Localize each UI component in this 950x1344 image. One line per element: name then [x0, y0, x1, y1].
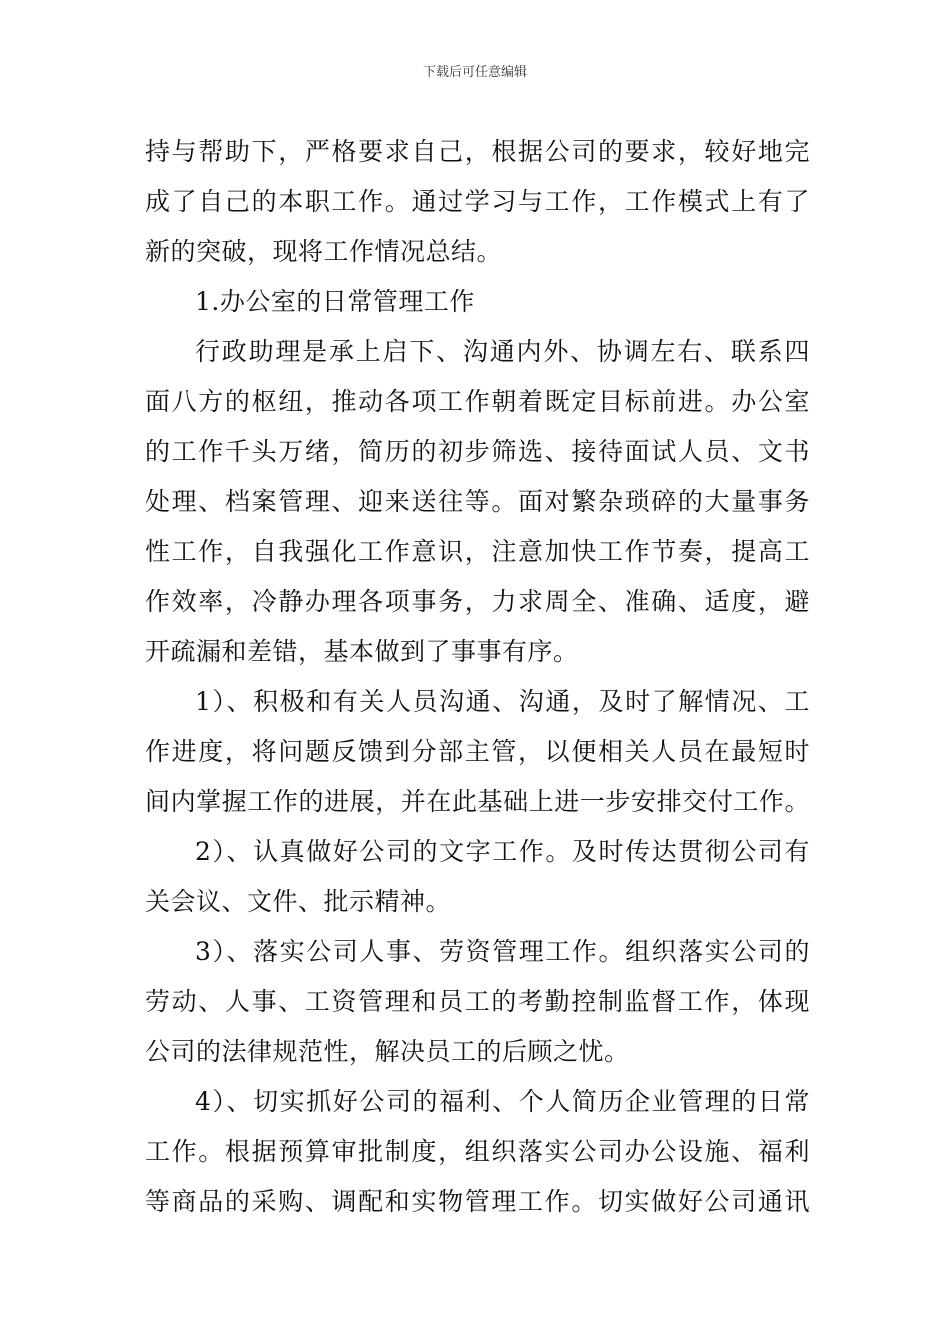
text-line: 面八方的枢纽，推动各项工作朝着既定目标前进。办公室: [145, 387, 810, 416]
page-header: 下载后可任意编辑: [422, 65, 527, 80]
text-line: 持与帮助下，严格要求自己，根据公司的要求，较好地完: [145, 137, 810, 166]
text-line: 性工作，自我强化工作意识，注意加快工作节奏，提高工: [145, 537, 810, 566]
text-line: 劳动、人事、工资管理和员工的考勤控制监督工作，体现: [145, 987, 810, 1016]
text-line: 成了自己的本职工作。通过学习与工作，工作模式上有了: [145, 187, 810, 216]
text-line: 3）、落实公司人事、劳资管理工作。组织落实公司的: [195, 937, 810, 966]
list-item: [145, 927, 810, 1077]
text-line: 的工作千头万绪，简历的初步筛选、接待面试人员、文书: [145, 437, 810, 466]
list-item: [145, 827, 810, 927]
text-line: 作进度，将问题反馈到分部主管，以便相关人员在最短时: [145, 737, 810, 766]
text-line: 2）、认真做好公司的文字工作。及时传达贯彻公司有: [195, 837, 810, 866]
document-body: [145, 127, 810, 1227]
text-line: 公司的法律规范性，解决员工的后顾之忧。: [145, 1037, 630, 1066]
text-line: 处理、档案管理、迎来送往等。面对繁杂琐碎的大量事务: [145, 487, 810, 516]
text-line: 关会议、文件、批示精神。: [145, 887, 452, 916]
section-heading: [145, 277, 810, 327]
text-line: 间内掌握工作的进展，并在此基础上进一步安排交付工作。: [145, 787, 810, 816]
list-item: [145, 1077, 810, 1227]
text-line: 作效率，冷静办理各项事务，力求周全、准确、适度，避: [145, 587, 810, 616]
text-line: 4）、切实抓好公司的福利、个人简历企业管理的日常: [195, 1087, 810, 1116]
text-line: 1.办公室的日常管理工作: [195, 287, 475, 316]
text-line: 新的突破，现将工作情况总结。: [145, 237, 503, 266]
text-line: 1）、积极和有关人员沟通、沟通，及时了解情况、工: [195, 687, 810, 716]
text-line: 工作。根据预算审批制度，组织落实公司办公设施、福利: [145, 1137, 810, 1166]
paragraph: [145, 127, 810, 277]
text-line: 开疏漏和差错，基本做到了事事有序。: [145, 637, 579, 666]
list-item: [145, 677, 810, 827]
text-line: 行政助理是承上启下、沟通内外、协调左右、联系四: [195, 337, 810, 366]
paragraph: [145, 327, 810, 677]
text-line: 等商品的采购、调配和实物管理工作。切实做好公司通讯: [145, 1187, 810, 1216]
